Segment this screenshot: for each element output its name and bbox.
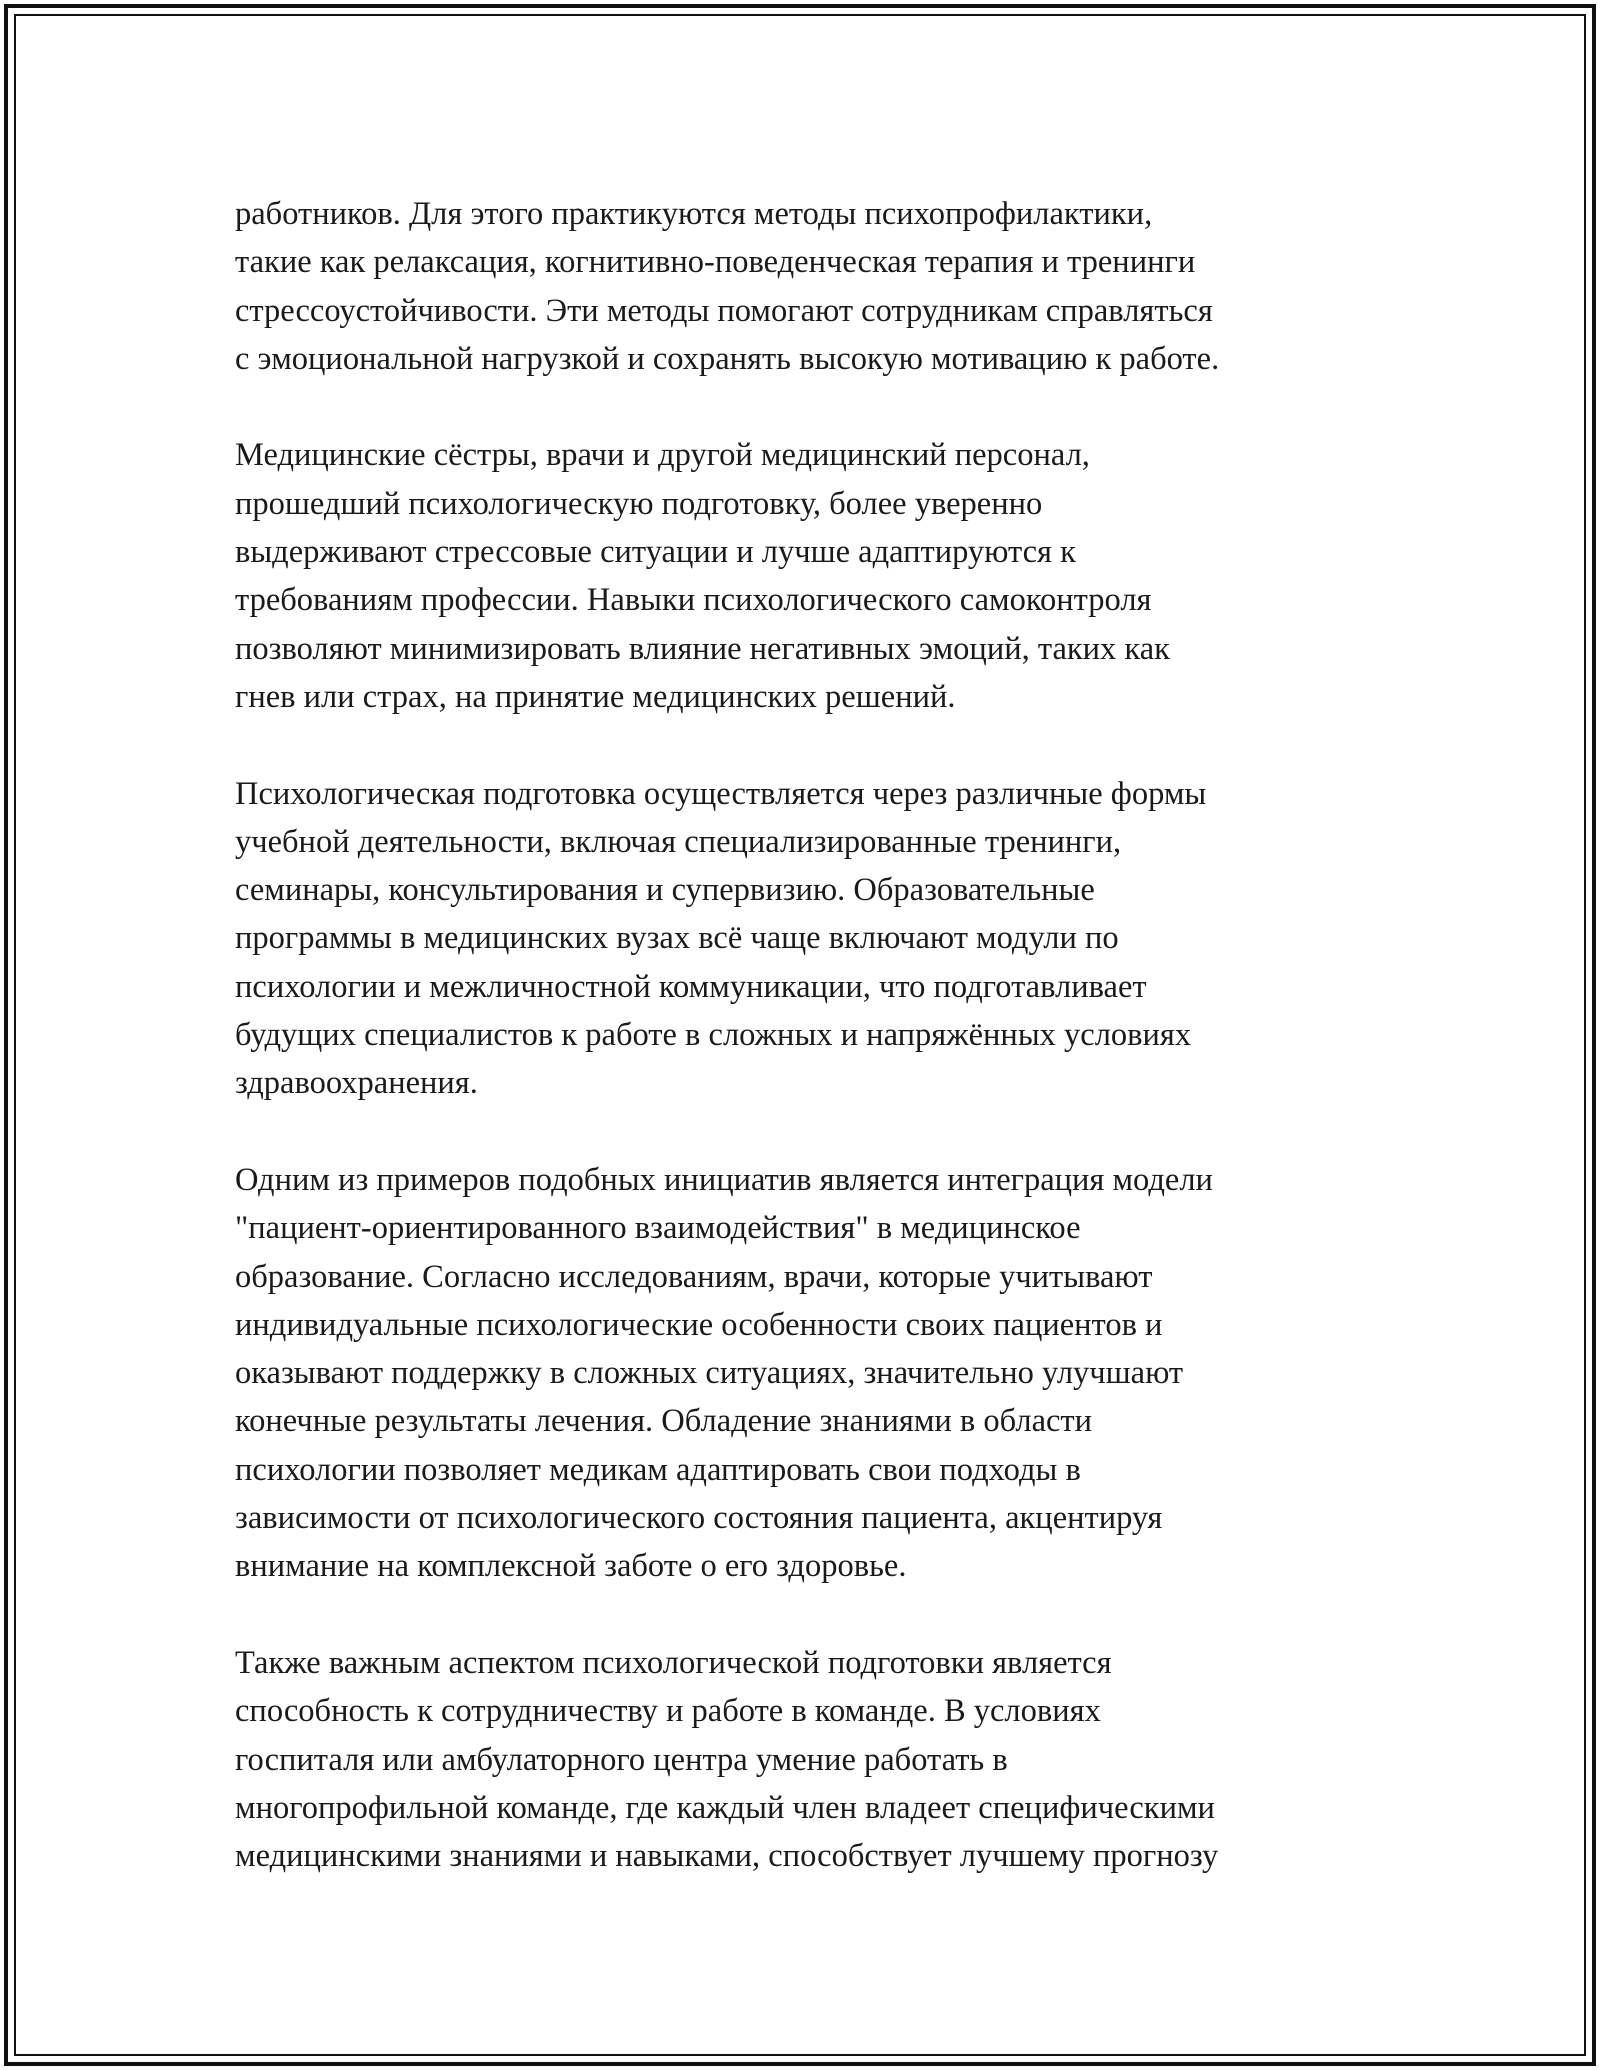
text-line: конечные результаты лечения. Обладение знаниями в области (235, 1403, 1093, 1440)
paragraph-3 (235, 770, 1365, 1108)
paragraph-5 (235, 1639, 1365, 1880)
text-line: Психологическая подготовка осуществляется через различные формы (235, 775, 1207, 812)
text-line: стрессоустойчивости. Эти методы помогают сотрудникам справляться (235, 292, 1213, 329)
document-body (235, 190, 1365, 1929)
text-line: "пациент-ориентированного взаимодействия" в медицинское (235, 1210, 1081, 1247)
text-line: выдерживают стрессовые ситуации и лучше адаптируются к (235, 534, 1076, 571)
text-line: гнев или страх, на принятие медицинских решений. (235, 678, 956, 715)
paragraph-1 (235, 190, 1365, 383)
text-line: зависимости от психологического состояния пациента, акцентируя (235, 1500, 1163, 1537)
text-line: медицинскими знаниями и навыками, способствует лучшему прогнозу (235, 1838, 1219, 1875)
text-line: такие как релаксация, когнитивно-поведенческая терапия и тренинги (235, 244, 1196, 281)
text-line: работников. Для этого практикуются методы психопрофилактики, (235, 196, 1153, 232)
text-line: программы в медицинских вузах всё чаще включают модули по (235, 920, 1119, 957)
text-line: требованиям профессии. Навыки психологического самоконтроля (235, 582, 1152, 619)
text-line: прошедший психологическую подготовку, более уверенно (235, 485, 1043, 522)
text-line: внимание на комплексной заботе о его здоровье. (235, 1548, 907, 1585)
text-line: с эмоциональной нагрузкой и сохранять высокую мотивацию к работе. (235, 340, 1220, 377)
text-line: психологии позволяет медикам адаптировать свои подходы в (235, 1451, 1081, 1488)
text-line: позволяют минимизировать влияние негативных эмоций, таких как (235, 630, 1170, 667)
text-line: здравоохранения. (235, 1065, 478, 1102)
text-line: Одним из примеров подобных инициатив является интеграция модели (235, 1161, 1213, 1198)
text-line: психологии и межличностной коммуникации, что подготавливает (235, 968, 1147, 1005)
paragraph-4 (235, 1156, 1365, 1591)
text-line: индивидуальные психологические особенности своих пациентов и (235, 1306, 1163, 1343)
text-line: оказывают поддержку в сложных ситуациях, значительно улучшают (235, 1355, 1184, 1392)
text-line: Также важным аспектом психологической подготовки является (235, 1644, 1112, 1681)
text-line: будущих специалистов к работе в сложных и напряжённых условиях (235, 1017, 1192, 1054)
paragraph-2 (235, 431, 1365, 721)
text-line: семинары, консультирования и супервизию. Образовательные (235, 872, 1095, 909)
text-line: образование. Согласно исследованиям, врачи, которые учитывают (235, 1258, 1153, 1295)
text-line: Медицинские сёстры, врачи и другой медицинский персонал, (235, 437, 1090, 474)
text-line: госпиталя или амбулаторного центра умение работать в (235, 1741, 1008, 1778)
text-line: способность к сотрудничеству и работе в команде. В условиях (235, 1693, 1101, 1730)
text-line: учебной деятельности, включая специализированные тренинги, (235, 823, 1122, 860)
text-line: многопрофильной команде, где каждый член владеет специфическими (235, 1789, 1215, 1826)
